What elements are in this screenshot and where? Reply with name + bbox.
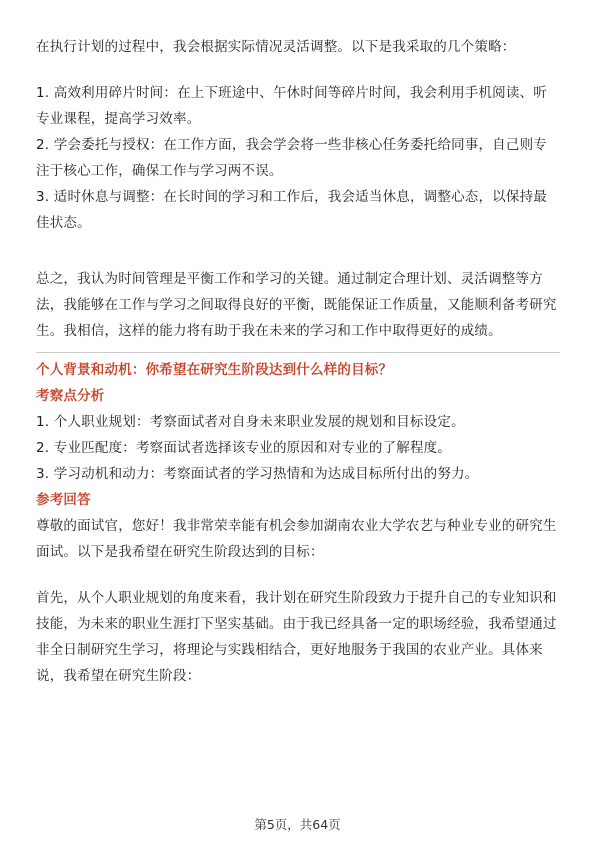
answer-paragraph: 尊敬的面试官，您好！我非常荣幸能有机会参加湖南农业大学农艺与种业专业的研究生面试。以下是我希望在研究生阶段达到的目标： <box>36 518 557 560</box>
analysis-item: 1. 个人职业规划：考察面试者对自身未来职业发展的规划和目标设定。 <box>36 414 465 430</box>
strategy-item: 3. 适时休息与调整：在长时间的学习和工作后，我会适当休息，调整心态，以保持最佳状态。 <box>36 189 547 231</box>
answer-heading: 参考回答 <box>36 492 91 508</box>
document-page <box>36 34 560 689</box>
analysis-item: 2. 专业匹配度：考察面试者选择该专业的原因和对专业的了解程度。 <box>36 440 452 456</box>
strategy-item: 2. 学会委托与授权：在工作方面，我会学会将一些非核心任务委托给同事，自己则专注于核心工作，确保工作与学习两不误。 <box>36 137 547 179</box>
section-divider <box>36 352 560 353</box>
strategy-item: 1. 高效利用碎片时间：在上下班途中、午休时间等碎片时间，我会利用手机阅读、听专业课程，提高学习效率。 <box>36 85 547 127</box>
analysis-heading: 考察点分析 <box>36 388 105 404</box>
spacer <box>36 236 560 266</box>
spacer <box>36 60 560 80</box>
answer-paragraph: 首先，从个人职业规划的角度来看，我计划在研究生阶段致力于提升自己的专业知识和技能，为未来的职业生涯打下坚实基础。由于我已经具备一定的职场经验，我希望通过非全日制研究生学习，将理论与实践相结合，更好地服务于我国的农业产业。具体来说，我希望在研究生阶段： <box>36 590 557 684</box>
summary-paragraph: 总之，我认为时间管理是平衡工作和学习的关键。通过制定合理计划、灵活调整等方法，我能够在工作与学习之间取得良好的平衡，既能保证工作质量，又能顺利备考研究生。我相信，这样的能力将有助于我在未来的学习和工作中取得更好的成绩。 <box>36 271 557 339</box>
page-number: 第5页，共64页 <box>254 817 341 832</box>
question-heading: 个人背景和动机：你希望在研究生阶段达到什么样的目标？ <box>36 362 393 378</box>
spacer <box>36 565 560 585</box>
intro-paragraph: 在执行计划的过程中，我会根据实际情况灵活调整。以下是我采取的几个策略： <box>36 39 516 55</box>
analysis-item: 3. 学习动机和动力：考察面试者的学习热情和为达成目标所付出的努力。 <box>36 466 479 482</box>
